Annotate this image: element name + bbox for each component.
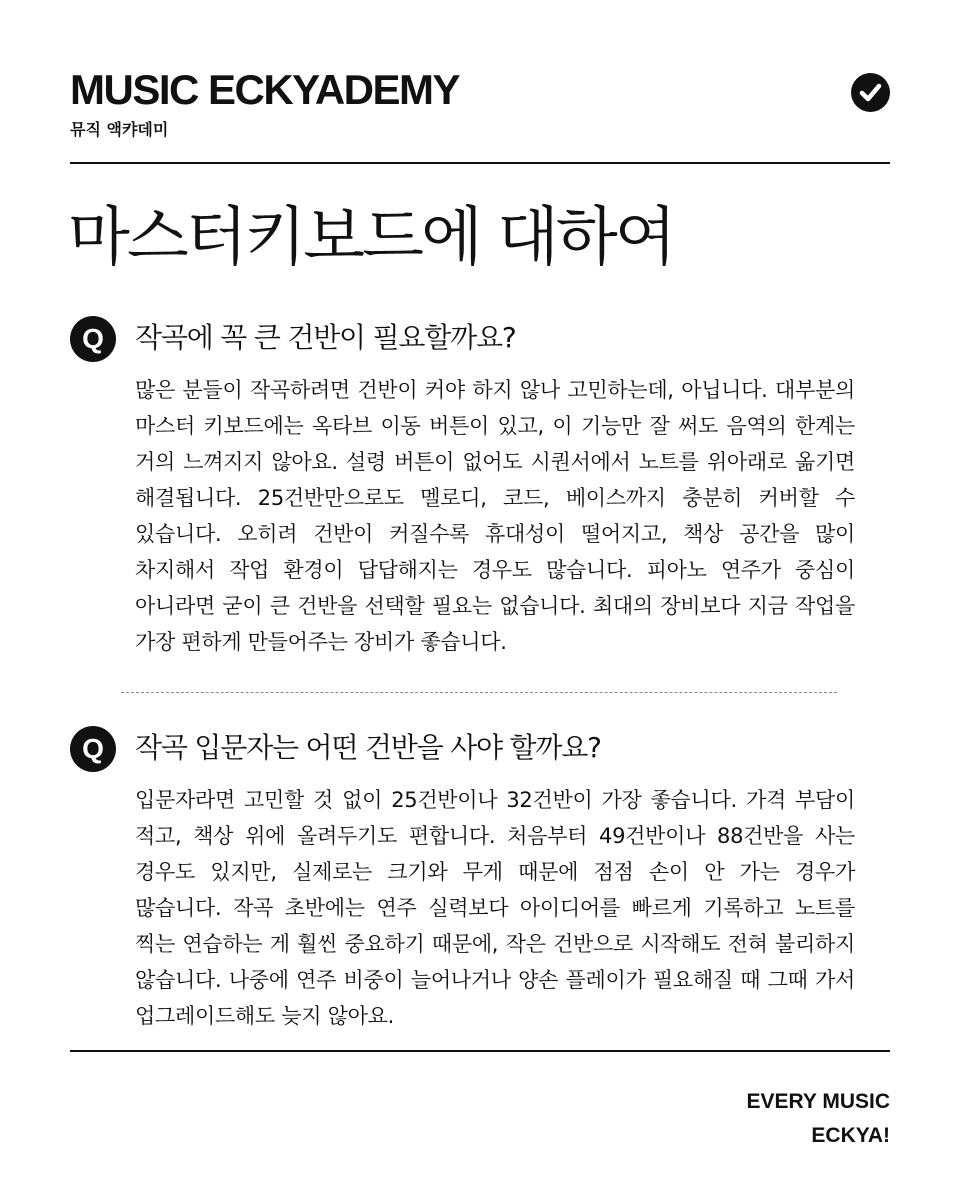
question-1: 작곡에 꼭 큰 건반이 필요할까요? (135, 321, 516, 354)
question-badge-2: Q (70, 726, 116, 772)
footer-slogan-line-1: EVERY MUSIC (746, 1090, 890, 1113)
brand-subtitle: 뮤직 액캬데미 (70, 120, 169, 139)
answer-2: 입문자라면 고민할 것 없이 25건반이나 32건반이 가장 좋습니다. 가격 부담이 적고, 책상 위에 올려두기도 편합니다. 처음부터 49건반이나 88건반을 사는 경우도 있지만, 실제로는 크기와 무게 때문에 점점 손이 안 가는 경우가 많습니다. 작곡 초반에는 연주 실력보다 아이디어를 빠르게 기록하고 노트를 찍는 연습하는 게 훨씬 중요하기 때문에, 작은 건반으로 시작해도 전혀 불리하지 않습니다. 나중에 연주 비중이 늘어나거나 양손 플레이가 필요해질 때 그때 가서 업그레이드해도 늦지 않아요. (135, 788, 855, 1028)
answer-1: 많은 분들이 작곡하려면 건반이 커야 하지 않나 고민하는데, 아닙니다. 대부분의 마스터 키보드에는 옥타브 이동 버튼이 있고, 이 기능만 잘 써도 음역의 한계는 거의 느껴지지 않아요. 설령 버튼이 없어도 시퀀서에서 노트를 위아래로 옮기면 해결됩니다. 25건반만으로도 멜로디, 코드, 베이스까지 충분히 커버할 수 있습니다. 오히려 건반이 커질수록 휴대성이 떨어지고, 책상 공간을 많이 차지해서 작업 환경이 답답해지는 경우도 많습니다. 피아노 연주가 중심이 아니라면 굳이 큰 건반을 선택할 필요는 없습니다. 최대의 장비보다 지금 작업을 가장 편하게 만들어주는 장비가 좋습니다. (135, 378, 855, 654)
header-rule (70, 162, 890, 164)
question-badge-1: Q (70, 316, 116, 362)
section-divider (121, 692, 837, 693)
question-2: 작곡 입문자는 어떤 건반을 사야 할까요? (135, 731, 601, 764)
footer-rule (70, 1050, 890, 1052)
check-circle-icon (851, 73, 890, 112)
page-title: 마스터키보드에 대하여 (68, 201, 674, 275)
footer-slogan-line-2: ECKYA! (811, 1124, 890, 1147)
brand-title: MUSIC ECKYADEMY (70, 66, 460, 113)
